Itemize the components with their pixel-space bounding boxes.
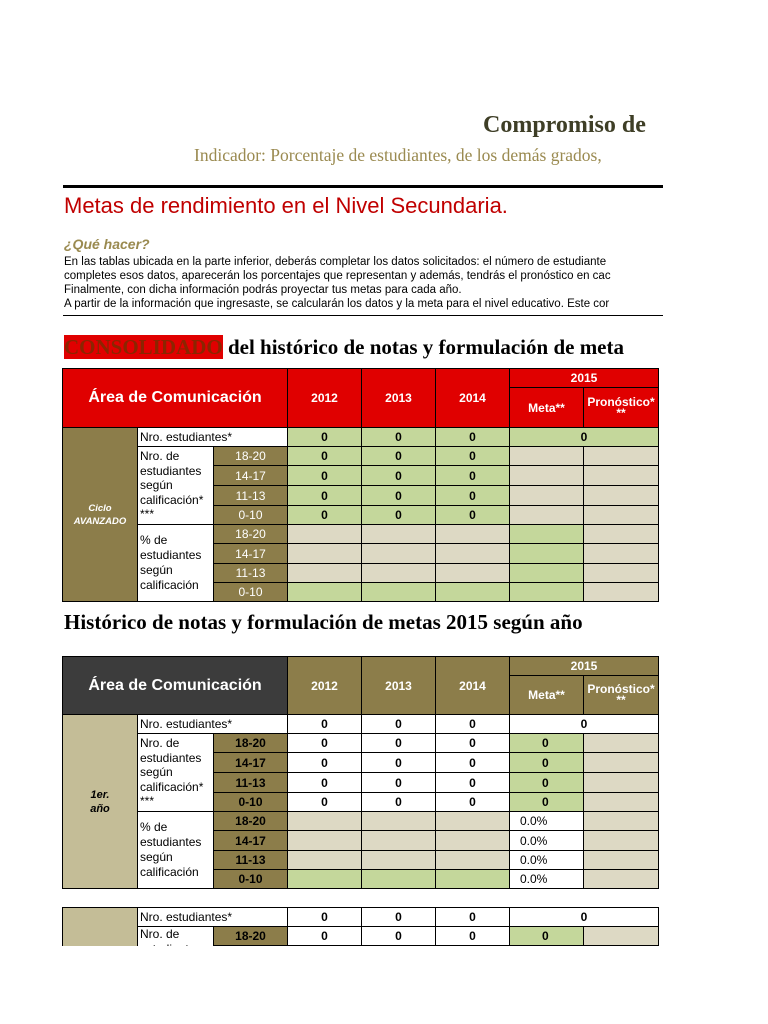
- meta-header: Meta**: [509, 387, 584, 428]
- pct-cell: [435, 811, 510, 831]
- range-label: 0-10: [213, 582, 288, 602]
- meta-cell[interactable]: 0: [509, 752, 584, 773]
- nro-estudiantes-label: Nro. estudiantes*: [137, 907, 288, 927]
- count-cell[interactable]: 0: [287, 926, 362, 946]
- count-cell[interactable]: 0: [361, 772, 436, 793]
- meta-cell[interactable]: 0: [509, 733, 584, 753]
- count-cell[interactable]: 0: [287, 465, 362, 486]
- count-cell[interactable]: 0: [435, 772, 510, 793]
- year-header-2014: 2014: [435, 656, 510, 715]
- page-subtitle: Indicador: Porcentaje de estudiantes, de los demás grados,: [194, 145, 602, 165]
- pct-pron-cell: [583, 563, 659, 583]
- pronostico-cell: [583, 446, 659, 466]
- count-cell[interactable]: 0: [435, 926, 510, 946]
- pct-pron-cell: [583, 582, 659, 602]
- nro-estudiantes-label: Nro. estudiantes*: [137, 427, 288, 447]
- pct-cell: [287, 524, 362, 544]
- nro-cell[interactable]: 0: [361, 714, 436, 734]
- pronostico-cell: [583, 792, 659, 812]
- range-label: 14-17: [213, 752, 288, 773]
- pct-cell: [435, 850, 510, 870]
- nro-cell[interactable]: 0: [435, 714, 510, 734]
- year-header-2015: 2015: [509, 368, 659, 388]
- que-hacer-label: ¿Qué hacer?: [64, 236, 150, 252]
- range-label: 0-10: [213, 792, 288, 812]
- year-header-2014: 2014: [435, 368, 510, 428]
- pct-meta-cell: 0.0%: [509, 869, 584, 889]
- pct-meta-cell: [509, 524, 584, 544]
- pct-pron-cell: [583, 869, 659, 889]
- year-header-2012: 2012: [287, 656, 362, 715]
- count-cell[interactable]: 0: [435, 465, 510, 486]
- range-label: 11-13: [213, 563, 288, 583]
- count-cell[interactable]: 0: [361, 752, 436, 773]
- range-label: 18-20: [213, 811, 288, 831]
- range-label: 0-10: [213, 869, 288, 889]
- count-cell[interactable]: 0: [435, 752, 510, 773]
- count-cell[interactable]: 0: [435, 792, 510, 812]
- pct-cell: [287, 582, 362, 602]
- consolidado-rest: del histórico de notas y formulación de meta: [222, 335, 624, 359]
- range-label: 14-17: [213, 543, 288, 564]
- pct-cell: [361, 869, 436, 889]
- pct-cell: [361, 830, 436, 851]
- pct-cell: [435, 524, 510, 544]
- nro-cell-2015[interactable]: 0: [509, 907, 659, 927]
- count-cell[interactable]: 0: [361, 485, 436, 506]
- pct-cell: [361, 563, 436, 583]
- pct-cell: [361, 524, 436, 544]
- pct-cell: [435, 582, 510, 602]
- nro-segun-label: Nro. de: [137, 926, 214, 986]
- nro-cell-2015[interactable]: 0: [509, 427, 659, 447]
- count-cell[interactable]: 0: [361, 926, 436, 946]
- pct-cell: [435, 543, 510, 564]
- pct-segun-label: % de estudiantes según calificación: [137, 811, 214, 889]
- pct-pron-cell: [583, 830, 659, 851]
- instruction-line: completes esos datos, aparecerán los porcentajes que representan y además, tendrás el pronóstico en cac: [64, 270, 611, 282]
- pct-pron-cell: [583, 524, 659, 544]
- count-cell[interactable]: 0: [435, 446, 510, 466]
- area-header: Área de Comunicación: [62, 368, 288, 428]
- consolidado-label: CONSOLIDADO: [64, 335, 223, 359]
- historico-title: Histórico de notas y formulación de metas 2015 según año: [64, 610, 583, 634]
- pct-cell: [435, 869, 510, 889]
- count-cell[interactable]: 0: [287, 772, 362, 793]
- pronostico-header: Pronóstico* **: [583, 675, 659, 715]
- pronostico-cell: [583, 926, 659, 946]
- meta-cell[interactable]: [509, 465, 584, 486]
- nro-cell[interactable]: 0: [361, 907, 436, 927]
- pct-pron-cell: [583, 543, 659, 564]
- range-label: 18-20: [213, 524, 288, 544]
- pct-cell: [361, 543, 436, 564]
- pct-cell: [287, 811, 362, 831]
- count-cell[interactable]: 0: [435, 505, 510, 525]
- count-cell[interactable]: 0: [287, 505, 362, 525]
- year-header-2013: 2013: [361, 656, 436, 715]
- meta-header: Meta**: [509, 675, 584, 715]
- count-cell[interactable]: 0: [435, 733, 510, 753]
- instruction-line: Finalmente, con dicha información podrás proyectar tus metas para cada año.: [64, 284, 462, 296]
- meta-cell[interactable]: [509, 485, 584, 506]
- pronostico-cell: [583, 505, 659, 525]
- count-cell[interactable]: 0: [287, 792, 362, 812]
- pct-meta-cell: [509, 582, 584, 602]
- count-cell[interactable]: 0: [287, 446, 362, 466]
- instruction-line: En las tablas ubicada en la parte inferior, deberás completar los datos solicitados: el número de estudiante: [64, 256, 607, 268]
- pronostico-header: Pronóstico* **: [583, 387, 659, 428]
- pronostico-cell: [583, 465, 659, 486]
- area-header: Área de Comunicación: [62, 656, 288, 715]
- nro-segun-label: Nro. de estudiantes según calificación* ***: [137, 446, 214, 525]
- range-label: 14-17: [213, 830, 288, 851]
- pronostico-cell: [583, 485, 659, 506]
- range-label: 18-20: [213, 733, 288, 753]
- pct-meta-cell: 0.0%: [509, 850, 584, 870]
- meta-cell[interactable]: [509, 446, 584, 466]
- nro-cell[interactable]: 0: [287, 427, 362, 447]
- pct-cell: [287, 543, 362, 564]
- nro-cell[interactable]: 0: [361, 427, 436, 447]
- range-label: 11-13: [213, 772, 288, 793]
- meta-cell[interactable]: [509, 505, 584, 525]
- count-cell[interactable]: 0: [361, 446, 436, 466]
- pct-pron-cell: [583, 811, 659, 831]
- nro-cell-2015[interactable]: 0: [509, 714, 659, 734]
- primer-ano-label: 1er. año: [62, 714, 138, 889]
- pct-meta-cell: 0.0%: [509, 830, 584, 851]
- count-cell[interactable]: 0: [287, 752, 362, 773]
- count-cell[interactable]: 0: [361, 505, 436, 525]
- pct-cell: [361, 811, 436, 831]
- count-cell[interactable]: 0: [287, 485, 362, 506]
- page-cutoff: [0, 946, 768, 1024]
- count-cell[interactable]: 0: [361, 792, 436, 812]
- pct-pron-cell: [583, 850, 659, 870]
- nro-cell[interactable]: 0: [435, 427, 510, 447]
- pct-cell: [435, 830, 510, 851]
- pronostico-cell: [583, 733, 659, 753]
- nro-segun-label: Nro. de estudiantes según calificación* ***: [137, 733, 214, 812]
- range-label: 18-20: [213, 446, 288, 466]
- pct-cell: [287, 563, 362, 583]
- page-title: Compromiso de: [483, 112, 646, 138]
- section-heading: Metas de rendimiento en el Nivel Secundaria.: [64, 193, 508, 218]
- ciclo-avanzado-label: Ciclo AVANZADO: [62, 427, 138, 602]
- count-cell[interactable]: 0: [435, 485, 510, 506]
- nro-cell[interactable]: 0: [435, 907, 510, 927]
- pct-cell: [435, 563, 510, 583]
- meta-cell[interactable]: 0: [509, 772, 584, 793]
- pct-meta-cell: [509, 563, 584, 583]
- pct-cell: [287, 830, 362, 851]
- count-cell[interactable]: 0: [361, 465, 436, 486]
- pct-cell: [287, 850, 362, 870]
- range-label: 14-17: [213, 465, 288, 486]
- pronostico-cell: [583, 752, 659, 773]
- year-header-2012: 2012: [287, 368, 362, 428]
- count-cell[interactable]: 0: [361, 733, 436, 753]
- range-label: 18-20: [213, 926, 288, 946]
- nro-cell[interactable]: 0: [287, 714, 362, 734]
- nro-cell[interactable]: 0: [287, 907, 362, 927]
- pct-cell: [361, 850, 436, 870]
- pct-cell: [287, 869, 362, 889]
- year-header-2013: 2013: [361, 368, 436, 428]
- meta-cell[interactable]: 0: [509, 926, 584, 946]
- year-header-2015: 2015: [509, 656, 659, 676]
- range-label: 0-10: [213, 505, 288, 525]
- pct-segun-label: % de estudiantes según calificación: [137, 524, 214, 602]
- instruction-line: A partir de la información que ingresaste, se calcularán los datos y la meta para el nivel educativo. Este cor: [64, 298, 610, 310]
- pct-meta-cell: [509, 543, 584, 564]
- nro-estudiantes-label: Nro. estudiantes*: [137, 714, 288, 734]
- pct-cell: [361, 582, 436, 602]
- pct-meta-cell: 0.0%: [509, 811, 584, 831]
- pronostico-cell: [583, 772, 659, 793]
- range-label: 11-13: [213, 850, 288, 870]
- meta-cell[interactable]: 0: [509, 792, 584, 812]
- count-cell[interactable]: 0: [287, 733, 362, 753]
- range-label: 11-13: [213, 485, 288, 506]
